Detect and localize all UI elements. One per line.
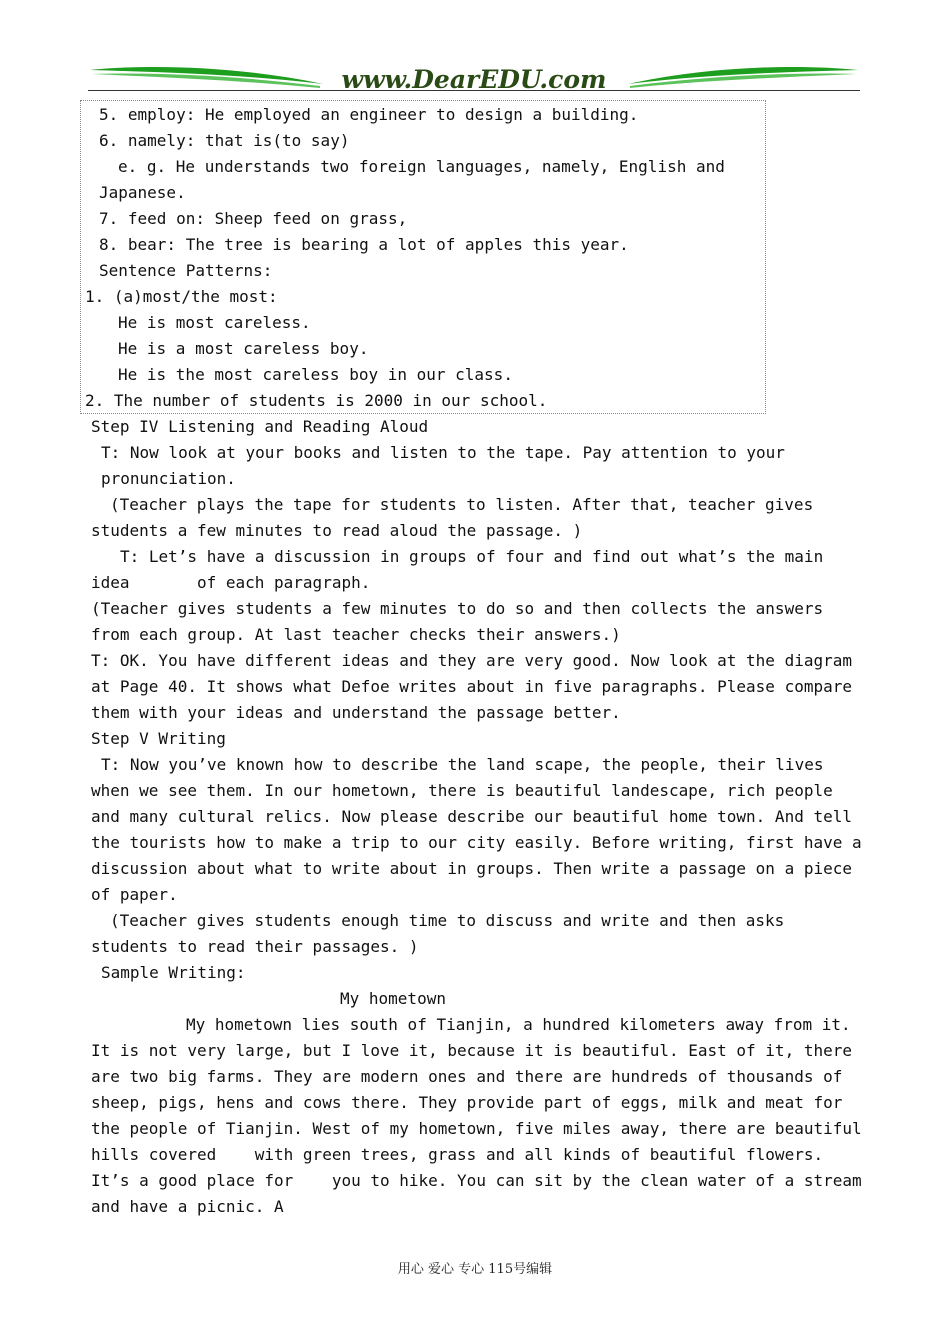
essay-line: It’s a good place for you to hike. You can sit by the clean water of a stream <box>91 1171 862 1190</box>
paragraph-line: (Teacher gives students enough time to discuss and write and then asks <box>110 911 785 930</box>
pattern-example: He is the most careless boy in our class. <box>118 365 513 384</box>
paragraph-line: and many cultural relics. Now please describe our beautiful home town. And tell <box>91 807 852 826</box>
essay-line: are two big farms. They are modern ones and there are hundreds of thousands of <box>91 1067 843 1086</box>
paragraph-line: at Page 40. It shows what Defoe writes about in five paragraphs. Please compare <box>91 677 852 696</box>
paragraph-line: students to read their passages. ) <box>91 937 419 956</box>
paragraph-line: T: OK. You have different ideas and they are very good. Now look at the diagram <box>91 651 852 670</box>
pattern-example: He is most careless. <box>118 313 311 332</box>
paragraph-line: them with your ideas and understand the passage better. <box>91 703 621 722</box>
vocab-item-feed-on: 7. feed on: Sheep feed on grass, <box>99 209 408 228</box>
essay-line: sheep, pigs, hens and cows there. They provide part of eggs, milk and meat for <box>91 1093 843 1112</box>
essay-line: It is not very large, but I love it, because it is beautiful. East of it, there <box>91 1041 852 1060</box>
site-logo-text: www.DearEDU.com <box>341 65 607 94</box>
paragraph-line: the tourists how to make a trip to our city easily. Before writing, first have a <box>91 833 862 852</box>
pattern-item-most: 1. (a)most/the most: <box>85 287 278 306</box>
essay-line: hills covered with green trees, grass and all kinds of beautiful flowers. <box>91 1145 824 1164</box>
header-rule <box>88 90 860 91</box>
essay-line: and have a picnic. A <box>91 1197 284 1216</box>
sentence-patterns-heading: Sentence Patterns: <box>99 261 273 280</box>
paragraph-line: pronunciation. <box>101 469 236 488</box>
vocab-item-bear: 8. bear: The tree is bearing a lot of apples this year. <box>99 235 629 254</box>
paragraph-line: when we see them. In our hometown, there is beautiful landescape, rich people <box>91 781 833 800</box>
essay-line: My hometown lies south of Tianjin, a hundred kilometers away from it. <box>186 1015 851 1034</box>
paragraph-line: idea of each paragraph. <box>91 573 371 592</box>
pattern-item-number: 2. The number of students is 2000 in our school. <box>85 391 548 410</box>
paragraph-line: T: Now look at your books and listen to the tape. Pay attention to your <box>101 443 785 462</box>
vocab-example: e. g. He understands two foreign languages, namely, English and <box>118 157 725 176</box>
page-footer: 用心 爱心 专心 115号编辑 <box>397 1262 553 1277</box>
paragraph-line: of paper. <box>91 885 178 904</box>
paragraph-line: discussion about what to write about in groups. Then write a passage on a piece <box>91 859 852 878</box>
section-heading-step-iv: Step IV Listening and Reading Aloud <box>91 417 429 436</box>
pattern-example: He is a most careless boy. <box>118 339 369 358</box>
sample-writing-heading: Sample Writing: <box>101 963 246 982</box>
vocab-item-employ: 5. employ: He employed an engineer to design a building. <box>99 105 639 124</box>
paragraph-line: T: Now you’ve known how to describe the land scape, the people, their lives <box>101 755 824 774</box>
paragraph-line: (Teacher gives students a few minutes to do so and then collects the answers <box>91 599 824 618</box>
essay-line: the people of Tianjin. West of my hometown, five miles away, there are beautiful <box>91 1119 862 1138</box>
vocab-item-namely: 6. namely: that is(to say) <box>99 131 350 150</box>
section-heading-step-v: Step V Writing <box>91 729 226 748</box>
paragraph-line: students a few minutes to read aloud the passage. ) <box>91 521 583 540</box>
vocab-example-cont: Japanese. <box>99 183 186 202</box>
essay-title: My hometown <box>340 989 446 1008</box>
paragraph-line: (Teacher plays the tape for students to listen. After that, teacher gives <box>110 495 814 514</box>
paragraph-line: T: Let’s have a discussion in groups of four and find out what’s the main <box>120 547 824 566</box>
paragraph-line: from each group. At last teacher checks their answers.) <box>91 625 621 644</box>
